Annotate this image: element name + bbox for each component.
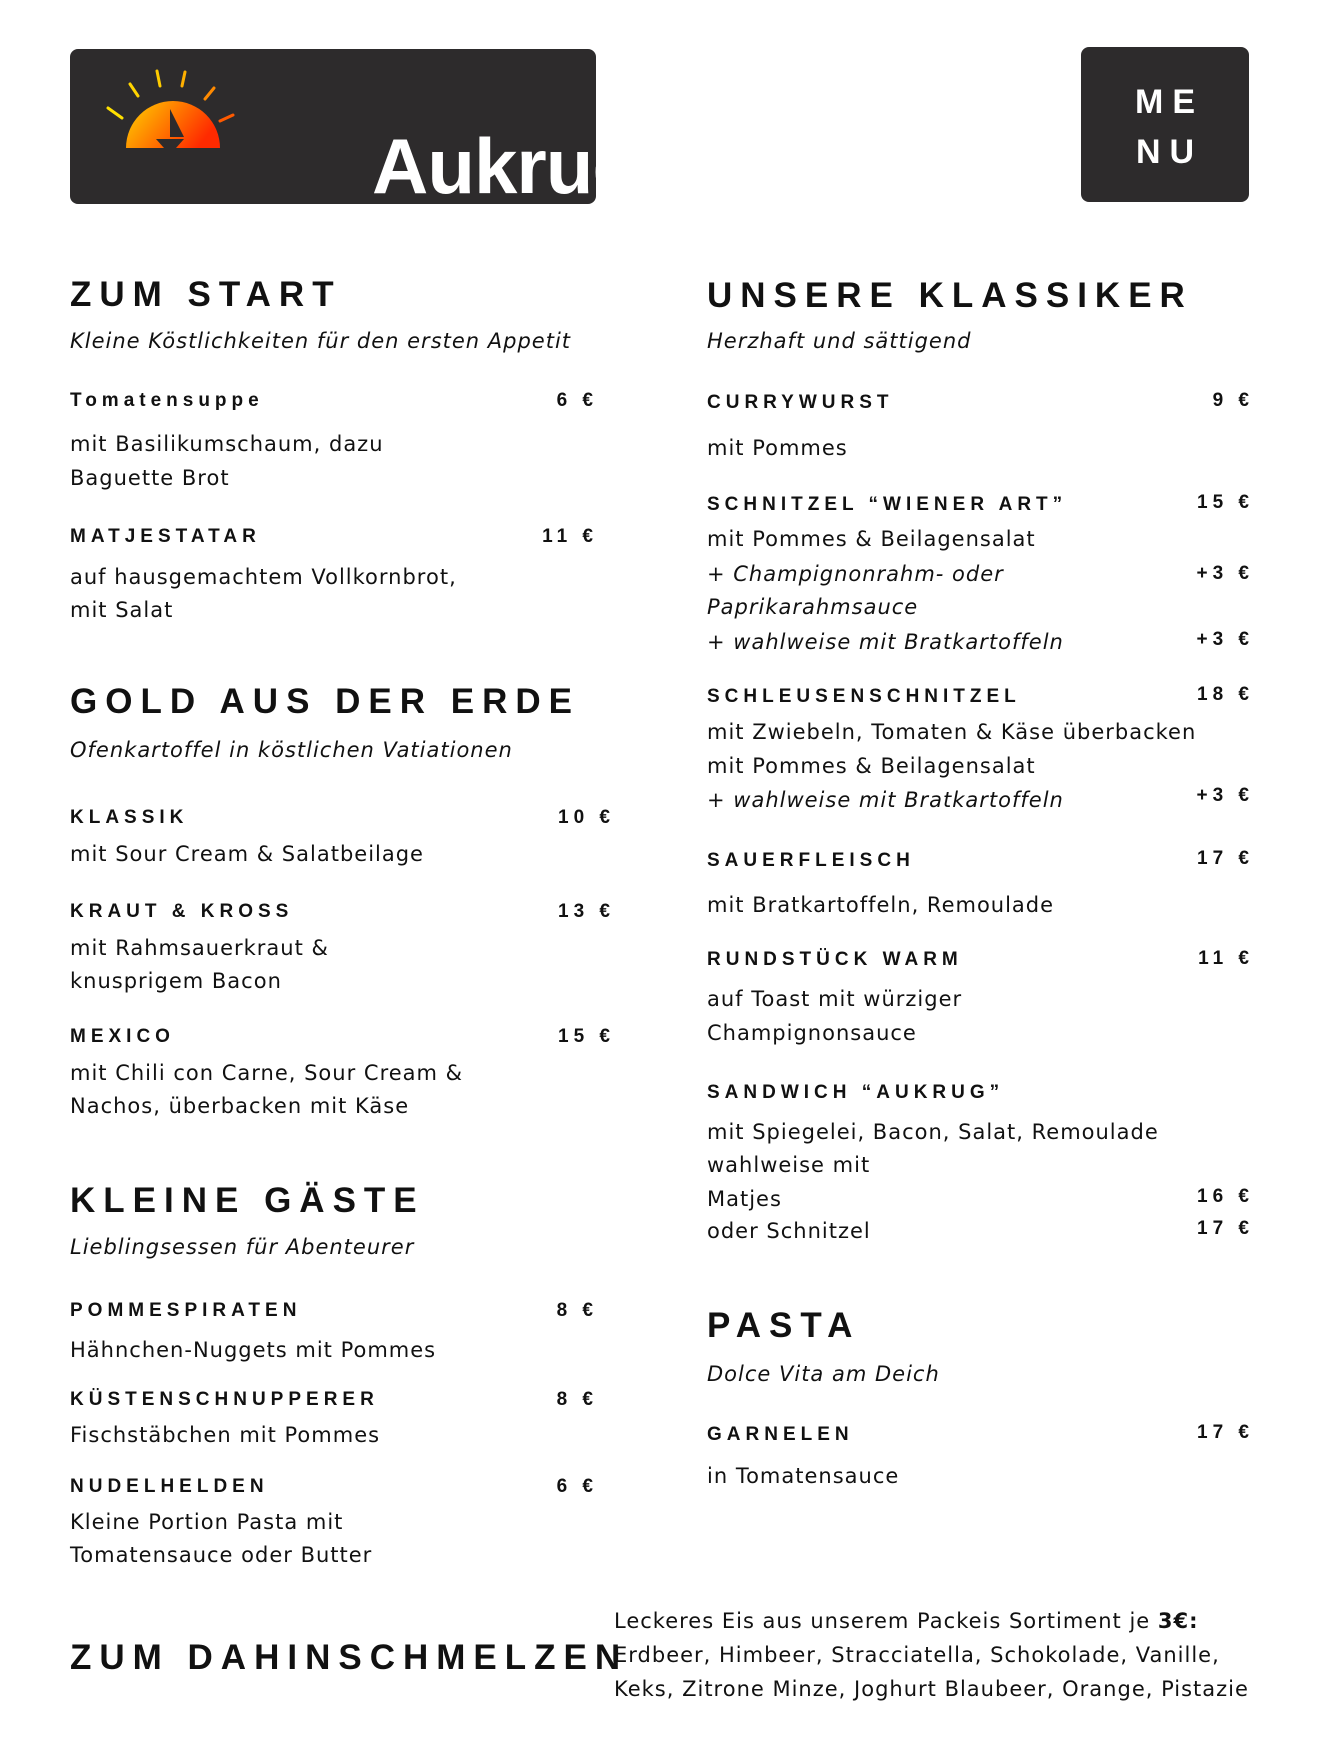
item-desc: wahlweise mit: [707, 1153, 871, 1177]
item-name: SCHNITZEL “WIENER ART”: [707, 494, 1068, 515]
item-desc: Kleine Portion Pasta mit: [70, 1510, 344, 1534]
item-price: 8 €: [556, 1389, 598, 1410]
item-desc: mit Pommes & Beilagensalat: [707, 754, 1036, 778]
item-desc: mit Spiegelei, Bacon, Salat, Remoulade: [707, 1120, 1159, 1144]
item-name: MATJESTATAR: [70, 526, 261, 547]
section-subtitle-start: Kleine Köstlichkeiten für den ersten Appetit: [70, 329, 572, 353]
item-extra: + wahlweise mit Bratkartoffeln: [707, 630, 1064, 654]
item-desc: mit Rahmsauerkraut &: [70, 936, 329, 960]
menu-badge: [1081, 47, 1249, 202]
item-desc: mit Pommes: [707, 436, 848, 460]
logo: [70, 49, 639, 210]
item-extra: + Champignonrahm- oder: [707, 562, 1004, 586]
dessert-price: 3€:: [1157, 1609, 1199, 1633]
item-price: 17 €: [1197, 1422, 1254, 1443]
item-price: 15 €: [558, 1026, 615, 1047]
item-name: GARNELEN: [707, 1424, 854, 1445]
logo-name: Aukrug: [372, 122, 639, 210]
item-name: RUNDSTÜCK WARM: [707, 949, 963, 970]
section-title-start: ZUM START: [70, 275, 342, 314]
item-price: 18 €: [1197, 684, 1254, 705]
item-desc: knusprigem Bacon: [70, 969, 282, 993]
item-name: POMMESPIRATEN: [70, 1300, 302, 1321]
item-desc: auf Toast mit würziger: [707, 987, 963, 1011]
section-title-kids: KLEINE GÄSTE: [70, 1181, 425, 1220]
extra-price: +3 €: [1196, 629, 1254, 650]
item-price: 6 €: [556, 390, 598, 411]
item-price: 10 €: [558, 807, 615, 828]
item-name: KÜSTENSCHNUPPERER: [70, 1389, 379, 1410]
item-desc: Champignonsauce: [707, 1021, 917, 1045]
item-price: 11 €: [542, 526, 598, 547]
item-desc: mit Basilikumschaum, dazu: [70, 432, 384, 456]
item-desc: auf hausgemachtem Vollkornbrot,: [70, 565, 457, 589]
menu-badge-line1: ME: [1135, 83, 1204, 121]
item-name: SANDWICH “AUKRUG”: [707, 1082, 1005, 1103]
section-title-pasta: PASTA: [707, 1306, 861, 1345]
item-desc: Baguette Brot: [70, 466, 230, 490]
item-name: NUDELHELDEN: [70, 1476, 269, 1497]
item-name: KRAUT & KROSS: [70, 901, 294, 922]
item-desc: mit Bratkartoffeln, Remoulade: [707, 893, 1055, 917]
extra-price: +3 €: [1196, 563, 1254, 584]
item-desc: Tomatensauce oder Butter: [70, 1543, 373, 1567]
item-desc: mit Sour Cream & Salatbeilage: [70, 842, 424, 866]
item-name: SAUERFLEISCH: [707, 850, 915, 871]
section-subtitle-classics: Herzhaft und sättigend: [707, 329, 972, 353]
item-name: CURRYWURST: [707, 392, 894, 413]
section-title-gold: GOLD AUS DER ERDE: [70, 682, 581, 721]
item-price: 9 €: [1212, 390, 1254, 411]
item-option: Matjes: [707, 1187, 782, 1211]
section-subtitle-kids: Lieblingsessen für Abenteurer: [70, 1235, 415, 1259]
item-desc: Nachos, überbacken mit Käse: [70, 1094, 410, 1118]
item-desc: mit Zwiebeln, Tomaten & Käse überbacken: [707, 720, 1197, 744]
item-extra: Paprikarahmsauce: [707, 595, 919, 619]
item-desc: mit Pommes & Beilagensalat: [707, 527, 1036, 551]
item-price: 6 €: [556, 1476, 598, 1497]
item-price: 15 €: [1197, 492, 1254, 513]
dessert-flavors: Keks, Zitrone Minze, Joghurt Blaubeer, Orange, Pistazie: [614, 1677, 1249, 1701]
item-name: KLASSIK: [70, 807, 189, 828]
dessert-flavors: Erdbeer, Himbeer, Stracciatella, Schokolade, Vanille,: [614, 1643, 1220, 1667]
item-name: MEXICO: [70, 1026, 175, 1047]
item-desc: mit Salat: [70, 598, 174, 622]
item-desc: in Tomatensauce: [707, 1464, 900, 1488]
item-price: 8 €: [556, 1300, 598, 1321]
item-name: SCHLEUSENSCHNITZEL: [707, 686, 1021, 707]
section-subtitle-gold: Ofenkartoffel in köstlichen Vatiationen: [70, 738, 513, 762]
dessert-intro-text: Leckeres Eis aus unserem Packeis Sortiment je: [614, 1609, 1158, 1633]
item-option: oder Schnitzel: [707, 1219, 871, 1243]
item-price: 17 €: [1197, 848, 1254, 869]
option-price: 17 €: [1197, 1218, 1254, 1239]
item-name: Tomatensuppe: [70, 390, 264, 411]
sunset-boat-icon: [70, 49, 310, 204]
section-title-dessert: ZUM DAHINSCHMELZEN: [70, 1638, 629, 1677]
item-desc: Fischstäbchen mit Pommes: [70, 1423, 381, 1447]
item-extra: + wahlweise mit Bratkartoffeln: [707, 788, 1064, 812]
menu-badge-line2: NU: [1135, 133, 1204, 171]
item-desc: Hähnchen-Nuggets mit Pommes: [70, 1338, 437, 1362]
item-desc: mit Chili con Carne, Sour Cream &: [70, 1061, 464, 1085]
section-subtitle-pasta: Dolce Vita am Deich: [707, 1362, 940, 1386]
item-price: 11 €: [1198, 948, 1254, 969]
extra-price: +3 €: [1196, 785, 1254, 806]
item-price: 13 €: [558, 901, 615, 922]
option-price: 16 €: [1197, 1186, 1254, 1207]
dessert-intro: [614, 1604, 1199, 1638]
section-title-classics: UNSERE KLASSIKER: [707, 276, 1193, 315]
